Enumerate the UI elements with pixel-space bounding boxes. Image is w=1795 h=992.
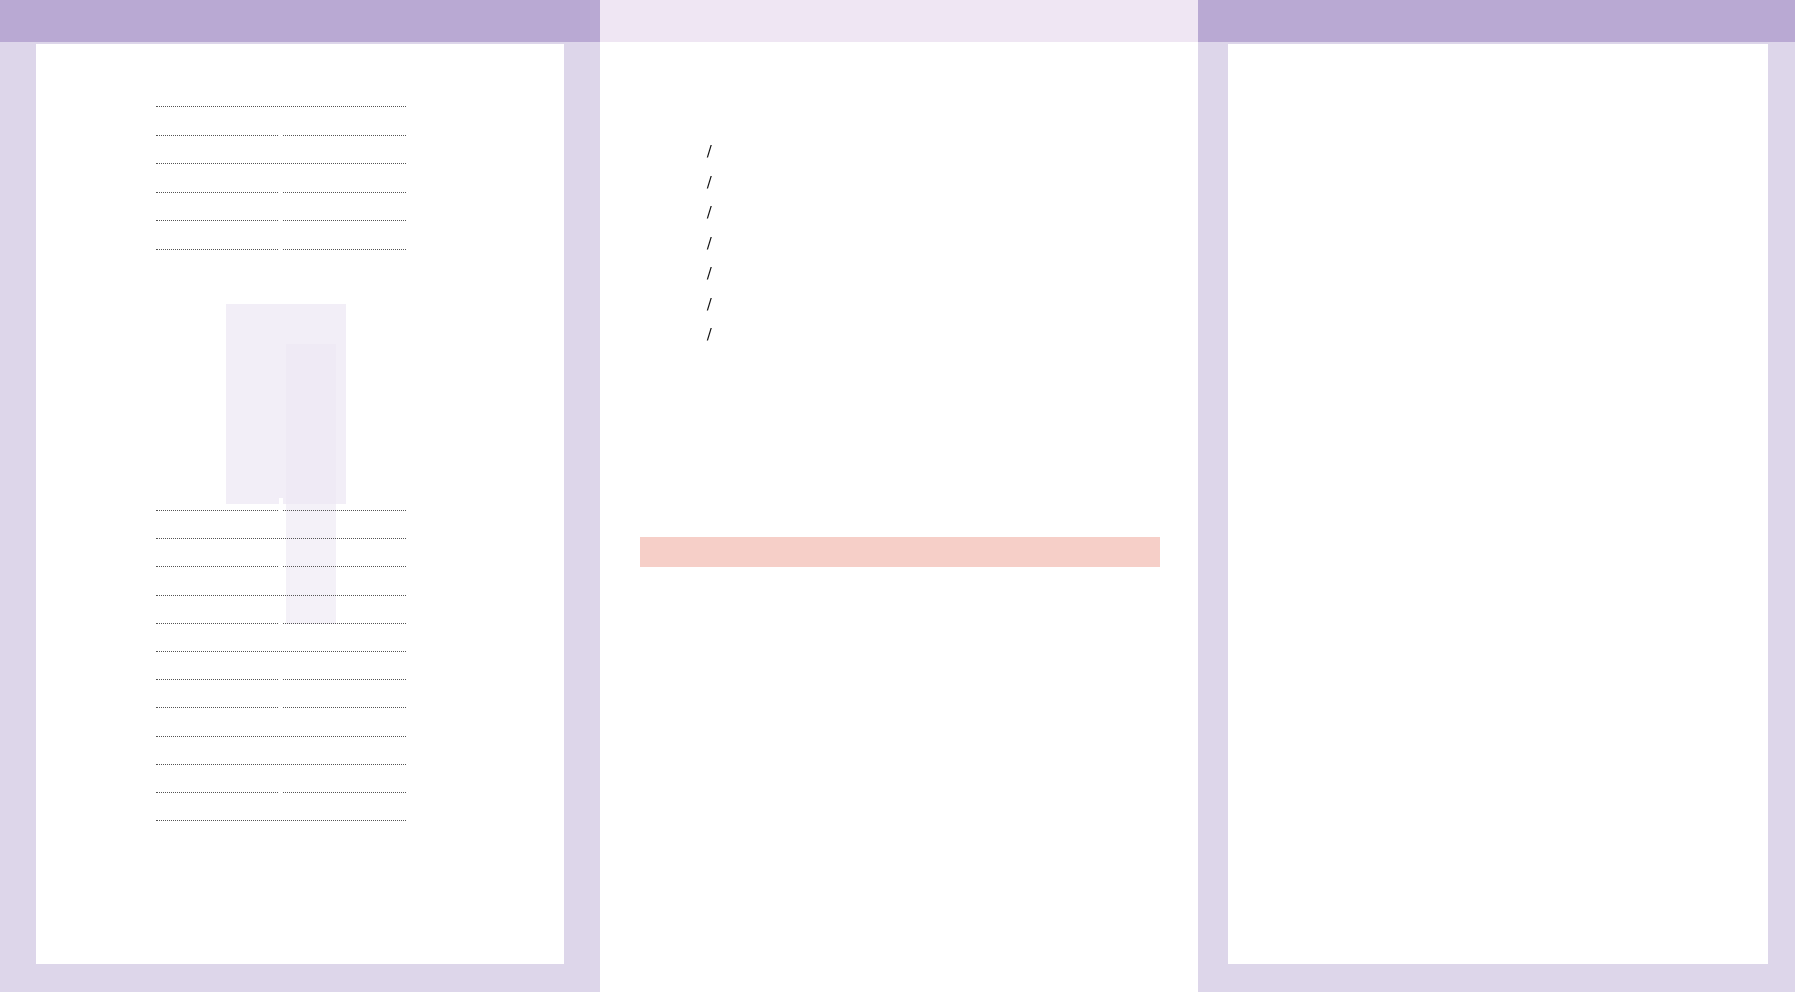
order-row <box>634 173 712 191</box>
order-item-detail-text <box>279 180 283 196</box>
leader-dots <box>156 163 406 164</box>
order-item-detail <box>156 208 406 224</box>
order-item-detail <box>156 695 406 711</box>
order-item-detail <box>156 123 406 139</box>
leader-dots <box>156 106 406 107</box>
order-item-detail <box>156 237 406 253</box>
leader-dots <box>156 736 406 737</box>
order-item-detail <box>156 498 406 514</box>
order-item-detail <box>156 611 406 627</box>
morning-header <box>0 0 600 42</box>
order-item-detail-text <box>279 237 283 253</box>
order-item-detail <box>156 667 406 683</box>
leader-dots <box>156 820 406 821</box>
order-row <box>634 325 712 343</box>
order-item-detail-text <box>279 208 283 224</box>
order-item-detail-text <box>279 611 283 627</box>
leader-dots <box>156 595 406 596</box>
order-item-detail-text <box>279 695 283 711</box>
order-row <box>634 295 712 313</box>
order-item-detail <box>156 180 406 196</box>
order-slash: / <box>702 142 712 160</box>
morning-service-panel <box>0 0 600 992</box>
order-row <box>634 203 712 221</box>
afternoon-header <box>600 0 1198 42</box>
order-item-detail-text <box>279 780 283 796</box>
cross-watermark-2 <box>286 344 336 624</box>
morning-sheet <box>36 44 564 964</box>
order-slash: / <box>702 172 712 191</box>
order-item-detail-text <box>279 123 283 139</box>
leader-dots <box>156 651 406 652</box>
leader-dots <box>156 764 406 765</box>
order-row <box>634 234 712 252</box>
order-row <box>634 264 712 282</box>
order-slash: / <box>702 294 712 313</box>
sermon-header <box>1198 0 1795 42</box>
sermon-panel <box>1198 0 1795 992</box>
order-item-detail-text <box>279 554 283 570</box>
order-slash: / <box>702 233 712 252</box>
sermon-sheet <box>1228 44 1768 964</box>
order-slash: / <box>702 325 712 343</box>
order-row <box>634 142 712 160</box>
order-item-detail-text <box>279 667 283 683</box>
growth-banner <box>640 537 1160 567</box>
order-item-detail <box>156 554 406 570</box>
order-slash: / <box>702 203 712 221</box>
order-item-detail-text <box>279 498 283 514</box>
order-slash: / <box>702 264 712 282</box>
order-item-detail <box>156 780 406 796</box>
leader-dots <box>156 538 406 539</box>
